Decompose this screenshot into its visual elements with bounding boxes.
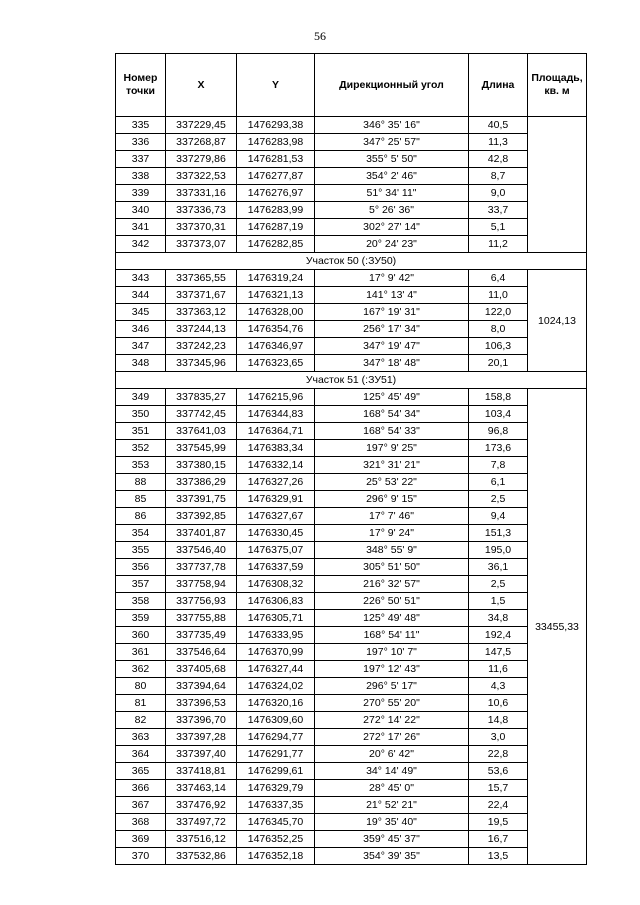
cell-area [528,117,587,253]
cell-angle: 355° 5' 50" [315,151,469,168]
cell-y: 1476333,95 [237,627,315,644]
cell-point: 346 [116,321,166,338]
cell-area: 1024,13 [528,270,587,372]
cell-point: 339 [116,185,166,202]
cell-point: 341 [116,219,166,236]
cell-x: 337345,96 [166,355,237,372]
cell-angle: 20° 24' 23" [315,236,469,253]
cell-x: 337532,86 [166,848,237,865]
cell-x: 337242,23 [166,338,237,355]
cell-point: 370 [116,848,166,865]
table-row [116,491,587,508]
cell-length: 151,3 [469,525,528,542]
cell-x: 337516,12 [166,831,237,848]
cell-y: 1476320,16 [237,695,315,712]
cell-length: 3,0 [469,729,528,746]
cell-x: 337755,88 [166,610,237,627]
cell-length: 9,4 [469,508,528,525]
cell-y: 1476332,14 [237,457,315,474]
table-row [116,304,587,321]
cell-point: 347 [116,338,166,355]
cell-point: 357 [116,576,166,593]
cell-y: 1476383,34 [237,440,315,457]
cell-x: 337396,70 [166,712,237,729]
cell-x: 337380,15 [166,457,237,474]
cell-length: 11,6 [469,661,528,678]
cell-x: 337405,68 [166,661,237,678]
cell-y: 1476329,79 [237,780,315,797]
cell-point: 361 [116,644,166,661]
cell-point: 345 [116,304,166,321]
cell-y: 1476346,97 [237,338,315,355]
cell-y: 1476277,87 [237,168,315,185]
cell-point: 363 [116,729,166,746]
table-row [116,576,587,593]
cell-angle: 226° 50' 51" [315,593,469,610]
cell-angle: 28° 45' 0" [315,780,469,797]
cell-length: 192,4 [469,627,528,644]
table-row [116,168,587,185]
table-row [116,117,587,134]
cell-angle: 348° 55' 9" [315,542,469,559]
table-row [116,661,587,678]
cell-length: 36,1 [469,559,528,576]
cell-y: 1476309,60 [237,712,315,729]
cell-length: 173,6 [469,440,528,457]
cell-y: 1476321,13 [237,287,315,304]
cell-point: 364 [116,746,166,763]
table-row [116,746,587,763]
cell-x: 337331,16 [166,185,237,202]
cell-point: 338 [116,168,166,185]
cell-x: 337418,81 [166,763,237,780]
table-row [116,644,587,661]
cell-point: 350 [116,406,166,423]
cell-x: 337546,40 [166,542,237,559]
cell-point: 81 [116,695,166,712]
table-row [116,814,587,831]
cell-y: 1476345,70 [237,814,315,831]
cell-point: 358 [116,593,166,610]
table-row [116,134,587,151]
cell-y: 1476327,26 [237,474,315,491]
table-row [116,406,587,423]
cell-angle: 168° 54' 11" [315,627,469,644]
cell-point: 351 [116,423,166,440]
cell-length: 11,3 [469,134,528,151]
cell-length: 2,5 [469,576,528,593]
table-row [116,389,587,406]
cell-angle: 270° 55' 20" [315,695,469,712]
cell-angle: 168° 54' 33" [315,423,469,440]
cell-y: 1476294,77 [237,729,315,746]
cell-point: 85 [116,491,166,508]
cell-angle: 51° 34' 11" [315,185,469,202]
section-title: Участок 51 (:ЗУ51) [116,372,587,389]
cell-point: 335 [116,117,166,134]
cell-point: 352 [116,440,166,457]
cell-point: 337 [116,151,166,168]
cell-y: 1476293,38 [237,117,315,134]
cell-length: 42,8 [469,151,528,168]
table-row [116,542,587,559]
cell-length: 103,4 [469,406,528,423]
cell-y: 1476299,61 [237,763,315,780]
cell-angle: 347° 18' 48" [315,355,469,372]
cell-x: 337371,67 [166,287,237,304]
table-row [116,474,587,491]
table-row [116,627,587,644]
cell-angle: 19° 35' 40" [315,814,469,831]
table-row [116,219,587,236]
table-row [116,848,587,865]
cell-y: 1476319,24 [237,270,315,287]
table-row [116,678,587,695]
table-row [116,559,587,576]
cell-angle: 125° 49' 48" [315,610,469,627]
table-row [116,525,587,542]
cell-angle: 346° 35' 16" [315,117,469,134]
cell-y: 1476282,85 [237,236,315,253]
cell-angle: 21° 52' 21" [315,797,469,814]
cell-x: 337396,53 [166,695,237,712]
table-row [116,321,587,338]
cell-angle: 197° 12' 43" [315,661,469,678]
cell-x: 337365,55 [166,270,237,287]
cell-x: 337546,64 [166,644,237,661]
cell-x: 337244,13 [166,321,237,338]
cell-angle: 5° 26' 36" [315,202,469,219]
cell-length: 11,0 [469,287,528,304]
cell-x: 337735,49 [166,627,237,644]
cell-point: 354 [116,525,166,542]
section-title: Участок 50 (:ЗУ50) [116,253,587,270]
cell-length: 40,5 [469,117,528,134]
cell-y: 1476352,25 [237,831,315,848]
cell-length: 14,8 [469,712,528,729]
cell-length: 6,1 [469,474,528,491]
cell-length: 106,3 [469,338,528,355]
cell-x: 337394,64 [166,678,237,695]
cell-point: 353 [116,457,166,474]
cell-area: 33455,33 [528,389,587,865]
cell-angle: 296° 9' 15" [315,491,469,508]
cell-x: 337397,28 [166,729,237,746]
table-row [116,423,587,440]
header-point-number: Номер точки [116,54,166,117]
table-row [116,610,587,627]
cell-x: 337497,72 [166,814,237,831]
cell-length: 6,4 [469,270,528,287]
cell-x: 337392,85 [166,508,237,525]
table-body [116,117,587,865]
cell-angle: 25° 53' 22" [315,474,469,491]
table-row [116,151,587,168]
table-row [116,338,587,355]
cell-length: 13,5 [469,848,528,865]
cell-x: 337322,53 [166,168,237,185]
cell-x: 337476,92 [166,797,237,814]
cell-angle: 347° 19' 47" [315,338,469,355]
cell-angle: 347° 25' 57" [315,134,469,151]
header-direction-angle: Дирекционный угол [315,54,469,117]
cell-y: 1476327,44 [237,661,315,678]
cell-length: 19,5 [469,814,528,831]
cell-angle: 168° 54' 34" [315,406,469,423]
cell-x: 337756,93 [166,593,237,610]
cell-length: 8,7 [469,168,528,185]
cell-length: 2,5 [469,491,528,508]
cell-point: 348 [116,355,166,372]
cell-x: 337229,45 [166,117,237,134]
cell-point: 355 [116,542,166,559]
cell-point: 80 [116,678,166,695]
cell-point: 365 [116,763,166,780]
coordinates-table [115,53,587,865]
cell-angle: 272° 17' 26" [315,729,469,746]
cell-angle: 197° 9' 25" [315,440,469,457]
cell-x: 337401,87 [166,525,237,542]
cell-x: 337737,78 [166,559,237,576]
cell-y: 1476337,35 [237,797,315,814]
table-row [116,695,587,712]
cell-length: 34,8 [469,610,528,627]
cell-length: 11,2 [469,236,528,253]
cell-length: 20,1 [469,355,528,372]
table-row [116,831,587,848]
cell-y: 1476328,00 [237,304,315,321]
cell-angle: 321° 31' 21" [315,457,469,474]
cell-point: 362 [116,661,166,678]
table-row [116,355,587,372]
cell-angle: 17° 9' 42" [315,270,469,287]
cell-y: 1476370,99 [237,644,315,661]
cell-angle: 354° 39' 35" [315,848,469,865]
cell-x: 337397,40 [166,746,237,763]
cell-y: 1476364,71 [237,423,315,440]
header-length: Длина [469,54,528,117]
cell-angle: 197° 10' 7" [315,644,469,661]
table-row [116,729,587,746]
cell-y: 1476337,59 [237,559,315,576]
cell-point: 82 [116,712,166,729]
cell-length: 195,0 [469,542,528,559]
cell-angle: 256° 17' 34" [315,321,469,338]
cell-y: 1476324,02 [237,678,315,695]
table-row [116,287,587,304]
table-row [116,440,587,457]
table-row [116,508,587,525]
table-row [116,780,587,797]
cell-point: 340 [116,202,166,219]
cell-point: 356 [116,559,166,576]
cell-x: 337463,14 [166,780,237,797]
table-row [116,797,587,814]
cell-length: 4,3 [469,678,528,695]
cell-point: 344 [116,287,166,304]
cell-length: 7,8 [469,457,528,474]
cell-x: 337545,99 [166,440,237,457]
cell-y: 1476329,91 [237,491,315,508]
table-row [116,593,587,610]
cell-x: 337336,73 [166,202,237,219]
cell-angle: 125° 45' 49" [315,389,469,406]
cell-length: 5,1 [469,219,528,236]
cell-x: 337370,31 [166,219,237,236]
cell-angle: 17° 7' 46" [315,508,469,525]
header-y: Y [237,54,315,117]
cell-angle: 305° 51' 50" [315,559,469,576]
cell-point: 359 [116,610,166,627]
cell-angle: 167° 19' 31" [315,304,469,321]
cell-length: 22,8 [469,746,528,763]
cell-point: 88 [116,474,166,491]
cell-y: 1476305,71 [237,610,315,627]
cell-length: 10,6 [469,695,528,712]
cell-point: 343 [116,270,166,287]
cell-y: 1476323,65 [237,355,315,372]
cell-y: 1476215,96 [237,389,315,406]
table-row [116,202,587,219]
cell-x: 337758,94 [166,576,237,593]
cell-point: 366 [116,780,166,797]
cell-point: 360 [116,627,166,644]
cell-length: 22,4 [469,797,528,814]
cell-angle: 354° 2' 46" [315,168,469,185]
cell-length: 147,5 [469,644,528,661]
cell-y: 1476344,83 [237,406,315,423]
cell-angle: 34° 14' 49" [315,763,469,780]
cell-y: 1476327,67 [237,508,315,525]
cell-angle: 296° 5' 17" [315,678,469,695]
cell-y: 1476306,83 [237,593,315,610]
cell-length: 1,5 [469,593,528,610]
cell-x: 337268,87 [166,134,237,151]
page-number: 56 [314,29,326,43]
header-area: Площадь, кв. м [528,54,587,117]
cell-point: 86 [116,508,166,525]
cell-point: 336 [116,134,166,151]
cell-angle: 20° 6' 42" [315,746,469,763]
cell-x: 337363,12 [166,304,237,321]
cell-length: 33,7 [469,202,528,219]
cell-length: 16,7 [469,831,528,848]
cell-y: 1476283,99 [237,202,315,219]
cell-length: 122,0 [469,304,528,321]
cell-angle: 17° 9' 24" [315,525,469,542]
cell-y: 1476308,32 [237,576,315,593]
table-row [116,185,587,202]
section-row [116,253,587,270]
cell-x: 337373,07 [166,236,237,253]
table-row [116,236,587,253]
cell-angle: 216° 32' 57" [315,576,469,593]
cell-y: 1476281,53 [237,151,315,168]
cell-y: 1476283,98 [237,134,315,151]
cell-angle: 141° 13' 4" [315,287,469,304]
table-header-row [116,54,587,117]
cell-point: 369 [116,831,166,848]
cell-y: 1476352,18 [237,848,315,865]
cell-length: 9,0 [469,185,528,202]
cell-x: 337641,03 [166,423,237,440]
cell-x: 337386,29 [166,474,237,491]
table-row [116,712,587,729]
header-x: X [166,54,237,117]
cell-length: 96,8 [469,423,528,440]
cell-angle: 359° 45' 37" [315,831,469,848]
cell-point: 367 [116,797,166,814]
cell-length: 15,7 [469,780,528,797]
cell-angle: 272° 14' 22" [315,712,469,729]
table-row [116,763,587,780]
cell-y: 1476330,45 [237,525,315,542]
cell-x: 337279,86 [166,151,237,168]
table-row [116,270,587,287]
cell-y: 1476276,97 [237,185,315,202]
table-row [116,457,587,474]
cell-point: 342 [116,236,166,253]
cell-y: 1476375,07 [237,542,315,559]
cell-length: 8,0 [469,321,528,338]
section-row [116,372,587,389]
cell-point: 349 [116,389,166,406]
cell-point: 368 [116,814,166,831]
cell-y: 1476354,76 [237,321,315,338]
cell-angle: 302° 27' 14" [315,219,469,236]
cell-y: 1476287,19 [237,219,315,236]
cell-x: 337742,45 [166,406,237,423]
cell-y: 1476291,77 [237,746,315,763]
cell-length: 53,6 [469,763,528,780]
cell-x: 337391,75 [166,491,237,508]
cell-x: 337835,27 [166,389,237,406]
cell-length: 158,8 [469,389,528,406]
